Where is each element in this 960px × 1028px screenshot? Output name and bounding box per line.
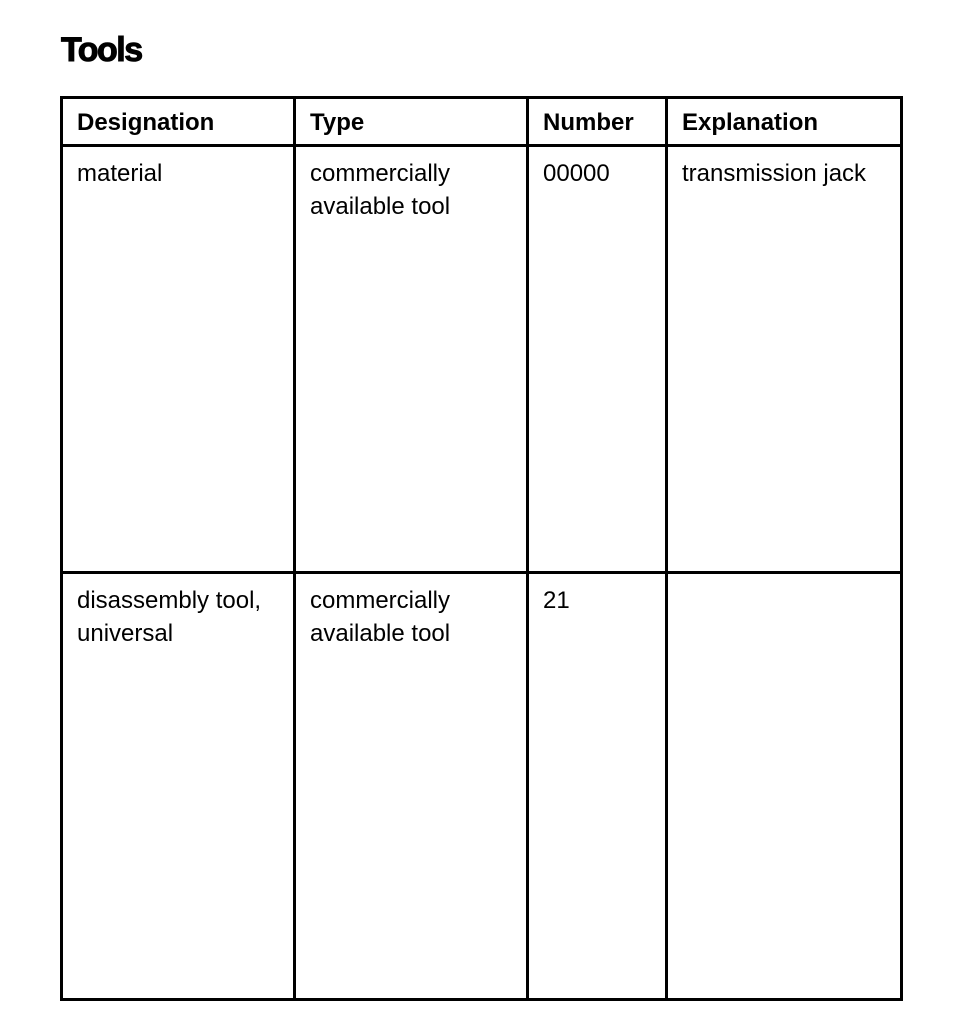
table-row (62, 573, 902, 1000)
cell-designation: disassembly tool, universal (62, 573, 295, 1000)
header-number: Number (528, 98, 667, 146)
header-type: Type (295, 98, 528, 146)
page-title: Tools (61, 31, 142, 69)
header-explanation: Explanation (667, 98, 902, 146)
cell-number: 21 (528, 573, 667, 1000)
cell-designation: material (62, 146, 295, 573)
tools-table (60, 96, 903, 1001)
cell-type: commercially available tool (295, 146, 528, 573)
cell-explanation: transmission jack (667, 146, 902, 573)
cell-number: 00000 (528, 146, 667, 573)
cell-type: commercially available tool (295, 573, 528, 1000)
table-row (62, 146, 902, 573)
table-header-row (62, 98, 902, 146)
header-designation: Designation (62, 98, 295, 146)
cell-explanation (667, 573, 902, 1000)
